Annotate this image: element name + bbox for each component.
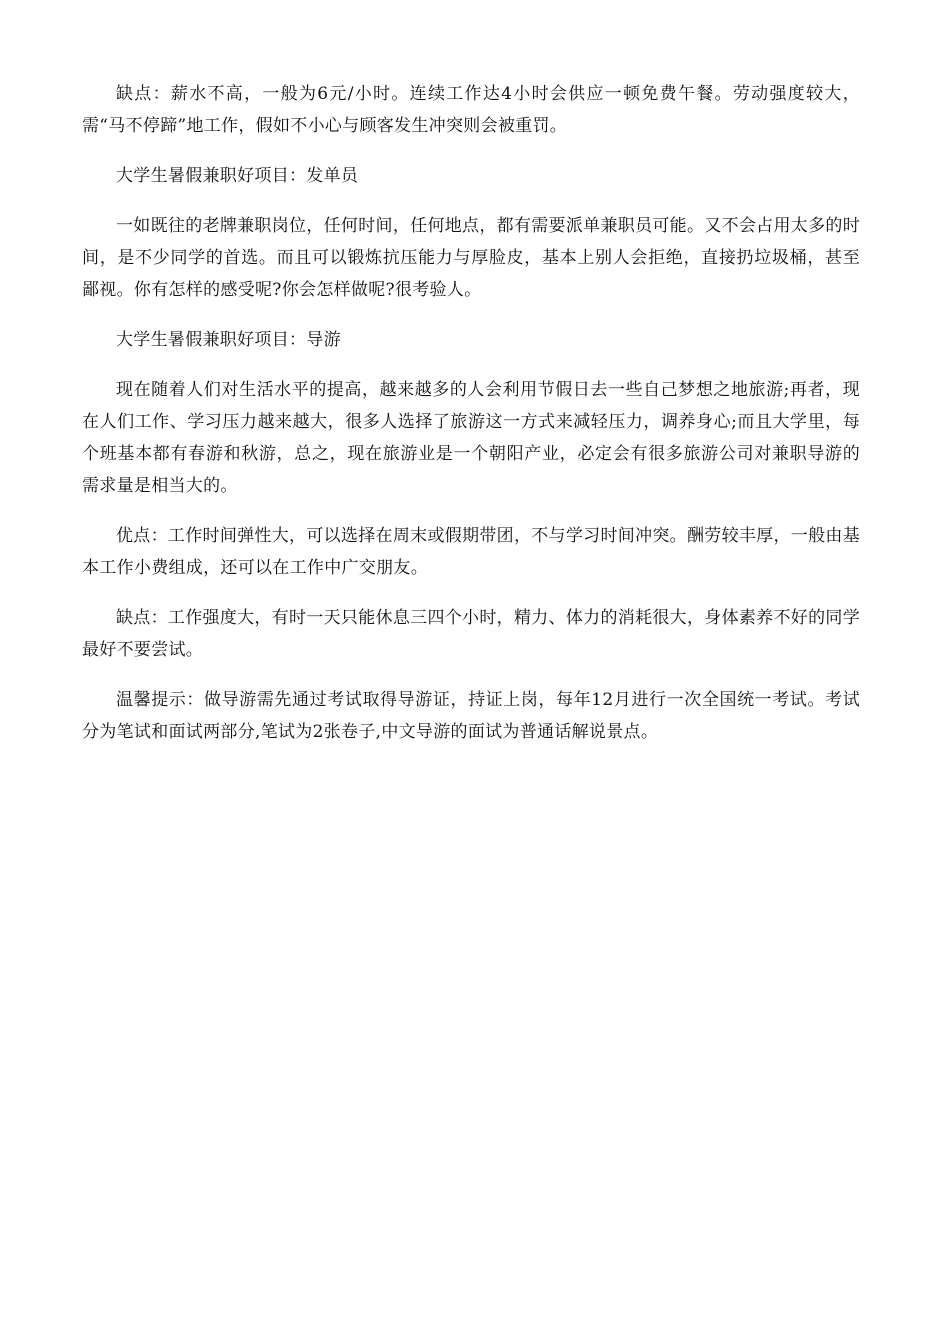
document-body: [82, 78, 860, 766]
section-heading-tour-guide: 大学生暑假兼职好项目：导游: [116, 330, 341, 350]
paragraph-cons-flyer: 缺点：薪水不高，一般为6元/小时。连续工作达4小时会供应一顿免费午餐。劳动强度较大，需“马不停蹄”地工作，假如不小心与顾客发生冲突则会被重罚。: [82, 84, 860, 136]
section-heading-flyer: 大学生暑假兼职好项目：发单员: [116, 166, 359, 186]
paragraph-tip-tour-guide: 温馨提示：做导游需先通过考试取得导游证，持证上岗，每年12月进行一次全国统一考试。考试分为笔试和面试两部分,笔试为2张卷子,中文导游的面试为普通话解说景点。: [82, 690, 860, 742]
paragraph-flyer-description: 一如既往的老牌兼职岗位，任何时间，任何地点，都有需要派单兼职员可能。又不会占用太多的时间，是不少同学的首选。而且可以锻炼抗压能力与厚脸皮，基本上别人会拒绝，直接扔垃圾桶，甚至鄙视。你有怎样的感受呢?你会怎样做呢?很考验人。: [82, 216, 860, 300]
paragraph-tour-guide-description: 现在随着人们对生活水平的提高，越来越多的人会利用节假日去一些自己梦想之地旅游;再者，现在人们工作、学习压力越来越大，很多人选择了旅游这一方式来减轻压力，调养身心;而且大学里，每个班基本都有春游和秋游，总之，现在旅游业是一个朝阳产业，必定会有很多旅游公司对兼职导游的需求量是相当大的。: [82, 380, 860, 496]
paragraph-pros-tour-guide: 优点：工作时间弹性大，可以选择在周末或假期带团，不与学习时间冲突。酬劳较丰厚，一般由基本工作小费组成，还可以在工作中广交朋友。: [82, 526, 860, 578]
paragraph-cons-tour-guide: 缺点：工作强度大，有时一天只能休息三四个小时，精力、体力的消耗很大，身体素养不好的同学最好不要尝试。: [82, 608, 860, 660]
